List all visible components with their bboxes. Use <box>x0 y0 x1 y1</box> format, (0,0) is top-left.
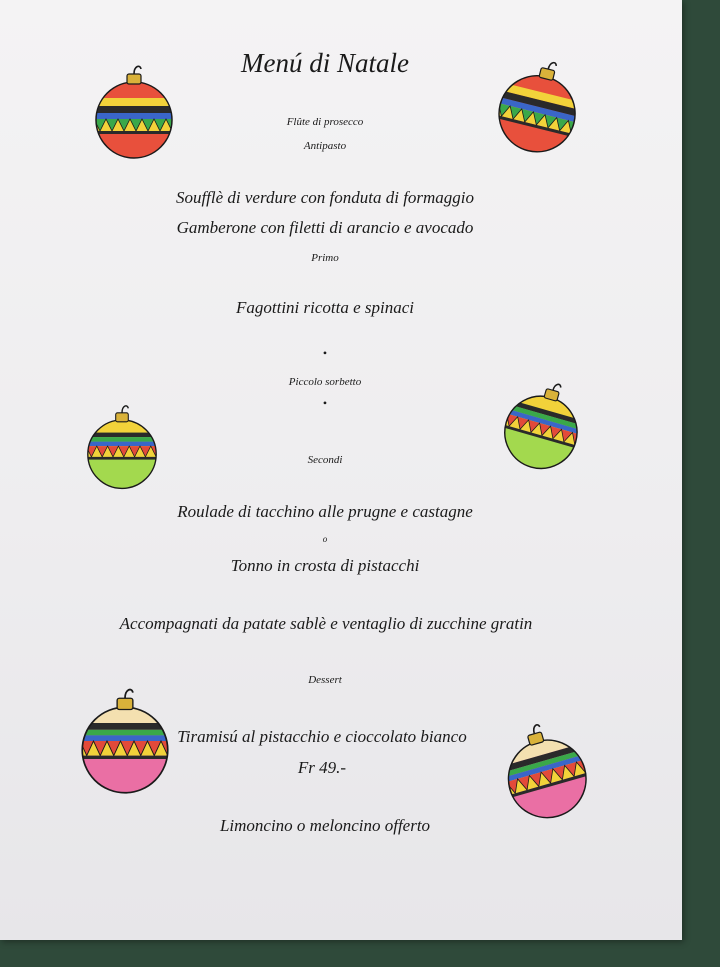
or-separator: o <box>322 534 328 544</box>
digestif: Limoncino o meloncino offerto <box>219 816 431 835</box>
menu-title: Menú di Natale <box>241 48 409 78</box>
primo-heading: Primo <box>311 252 339 264</box>
secondi-heading: Secondi <box>307 454 343 466</box>
dessert-dish-1: Tiramisú al pistacchio e cioccolato bianco <box>177 727 467 746</box>
antipasto-dish-2: Gamberone con filetti di arancio e avocado <box>176 218 474 237</box>
secondo-dish-1: Roulade di tacchino alle prugne e castagne <box>177 502 473 521</box>
dessert-heading: Dessert <box>308 674 342 686</box>
christmas-ornament-icon <box>80 680 170 802</box>
antipasto-heading: Antipasto <box>303 140 347 152</box>
side-dishes: Accompagnati da patate sablè e ventaglio di zucchine gratin <box>119 614 533 633</box>
sorbetto: Piccolo sorbetto <box>288 376 362 388</box>
price: Fr 49.- <box>297 758 347 777</box>
christmas-ornament-icon <box>86 398 158 496</box>
bullet-separator: • <box>322 346 328 360</box>
primo-dish-1: Fagottini ricotta e spinaci <box>235 298 414 317</box>
aperitif: Flûte di prosecco <box>286 116 364 128</box>
bullet-separator: • <box>322 396 328 410</box>
christmas-ornament-icon <box>92 62 176 162</box>
secondo-dish-2: Tonno in crosta di pistacchi <box>230 556 420 575</box>
antipasto-dish-1: Soufflè di verdure con fonduta di formaggio <box>175 188 475 207</box>
